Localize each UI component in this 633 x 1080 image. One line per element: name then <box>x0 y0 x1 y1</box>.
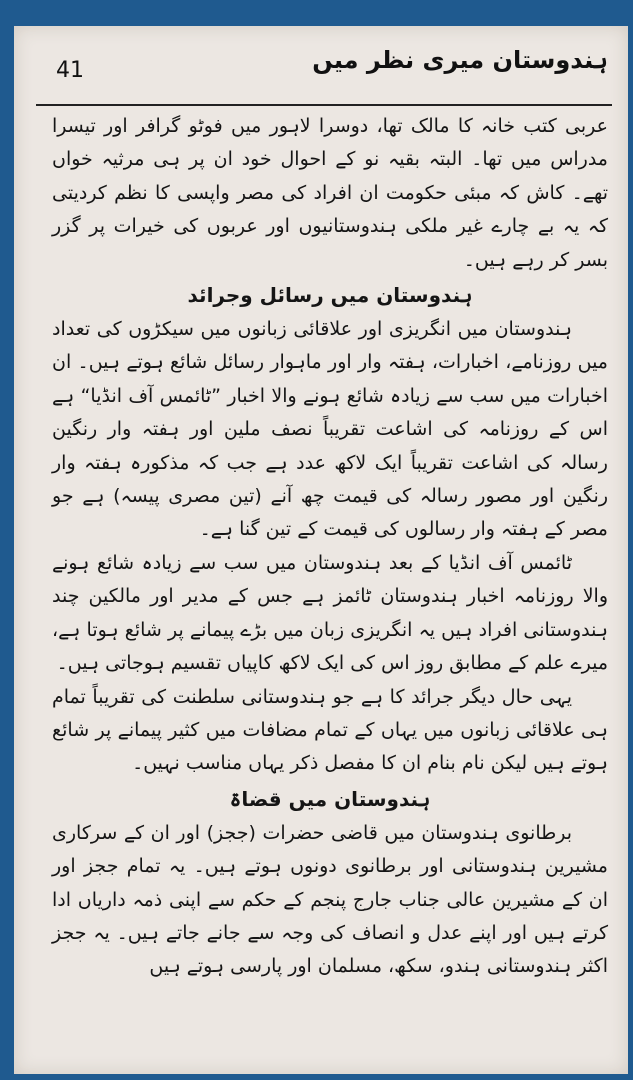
section-heading-judges: ہندوستان میں قضاۃ <box>229 786 431 811</box>
book-page <box>14 26 628 1074</box>
paragraph-newspapers: ہندوستان میں انگریزی اور علاقائی زبانوں میں سیکڑوں کی تعداد میں روزنامے، اخبارات، ہفتہ وار اور ماہوار رسائل شائع ہوتے ہیں۔ ان اخبارات میں سب سے زیادہ شائع ہونے والا اخبار ”ٹائمس آف انڈیا“ ہے اس کے روزنامہ کی اشاعت تقریباً نصف ملین اور ہفتہ وار رنگین رسالہ کی اشاعت تقریباً ایک لاکھ عدد ہے جب کہ مذکورہ ہفتہ وار رنگین اور مصور رسالہ کی قیمت چھ آنے (تین مصری پیسہ) ہے جو مصر کے ہفتہ وار رسالوں کی قیمت کے تین گنا ہے۔ <box>52 318 608 541</box>
paragraph-hindustan-times: ٹائمس آف انڈیا کے بعد ہندوستان میں سب سے زیادہ شائع ہونے والا روزنامہ اخبار ہندوستان ٹائمز ہے جس کے مدیر اور مالکین چند ہندوستانی افراد ہیں یہ انگریزی زبان میں بڑے پیمانے پر شائع ہوتا ہے، میرے علم کے مطابق روز اس کی ایک لاکھ کاپیاں تقسیم ہوجاتی ہیں۔ <box>52 551 608 675</box>
page-number: 41 <box>56 58 84 83</box>
running-title: ہندوستان میری نظر میں <box>312 46 608 74</box>
paragraph-judges: برطانوی ہندوستان میں قاضی حضرات (ججز) اور ان کے سرکاری مشیرین ہندوستانی اور برطانوی دونوں ہوتے ہیں۔ یہ تمام ججز اور ان کے مشیرین عالی جناب جارج پنجم کے حکم سے اپنی ذمہ داریاں ادا کرتے ہیں اور اپنے عدل و انصاف کی وجہ سے جانے جاتے ہیں۔ یہ ججز اکثر ہندوستانی ہندو، سکھ، مسلمان اور پارسی ہوتے ہیں <box>52 821 608 978</box>
intro-paragraph: عربی کتب خانہ کا مالک تھا، دوسرا لاہور میں فوٹو گرافر اور تیسرا مدراس میں تھا۔ البتہ بقیہ نو کے احوال خود ان پر ہی مرثیہ خواں تھے۔ کاش کہ مبئی حکومت ان افراد کی مصر واپسی کا نظم کردیتی کہ یہ بے چارے غیر ملکی ہندوستانیوں اور عربوں کی خیرات پر گزر بسر کر رہے ہیں۔ <box>52 115 608 271</box>
section-heading-periodicals: ہندوستان میں رسائل وجرائد <box>187 283 473 308</box>
paragraph-other-journals: یہی حال دیگر جرائد کا ہے جو ہندوستانی سلطنت کی تقریباً تمام ہی علاقائی زبانوں میں یہاں کے تمام مضافات میں کثیر پیمانے پر شائع ہوتے ہیں لیکن نام بنام ان کا مفصل ذکر یہاں مناسب نہیں۔ <box>52 685 608 775</box>
page-body <box>52 110 608 984</box>
page-header <box>14 38 628 88</box>
header-divider <box>36 104 612 106</box>
